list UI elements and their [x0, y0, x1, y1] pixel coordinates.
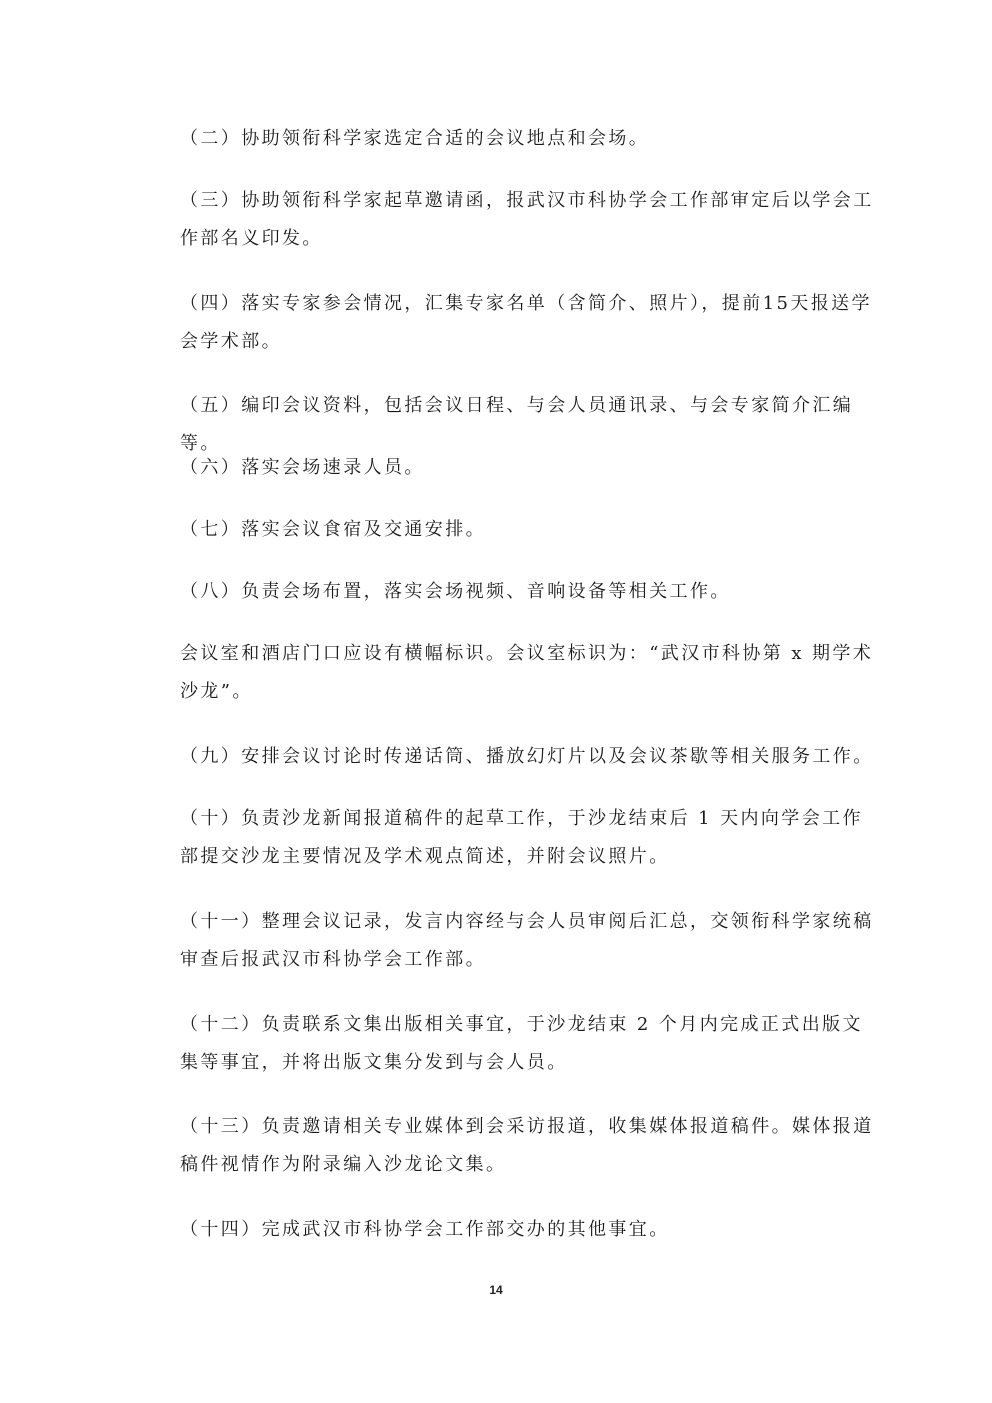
paragraph-item-7: （七）落实会议食宿及交通安排。	[180, 519, 486, 540]
paragraph-item-11: （十一）整理会议记录，发言内容经与会人员审阅后汇总，交领衔科学家统稿审查后报武汉市科协学会工作部。	[180, 911, 874, 970]
paragraph-item-5: （五）编印会议资料，包括会议日程、与会人员通讯录、与会专家简介汇编等。	[180, 395, 854, 454]
paragraph-item-8: （八）负责会场布置，落实会场视频、音响设备等相关工作。	[180, 581, 731, 602]
paragraph-item-12: （十二）负责联系文集出版相关事宜，于沙龙结束 2 个月内完成正式出版文集等事宜，并将出版文集分发到与会人员。	[180, 1014, 863, 1073]
paragraph-item-3: （三）协助领衔科学家起草邀请函，报武汉市科协学会工作部审定后以学会工作部名义印发。	[180, 190, 874, 249]
paragraph-item-2: （二）协助领衔科学家选定合适的会议地点和会场。	[180, 128, 650, 149]
paragraph-item-10: （十）负责沙龙新闻报道稿件的起草工作，于沙龙结束后 1 天内向学会工作部提交沙龙主要情况及学术观点简述，并附会议照片。	[180, 808, 863, 867]
paragraph-item-4: （四）落实专家参会情况，汇集专家名单（含简介、照片），提前15天报送学会学术部。	[180, 293, 872, 352]
paragraph-item-14: （十四）完成武汉市科协学会工作部交办的其他事宜。	[180, 1219, 670, 1240]
page-number: 14	[489, 1283, 503, 1297]
paragraph-item-6: （六）落实会场速录人员。	[180, 457, 425, 478]
paragraph-item-9: （九）安排会议讨论时传递话筒、播放幻灯片以及会议茶歇等相关服务工作。	[180, 746, 874, 767]
paragraph-item-13: （十三）负责邀请相关专业媒体到会采访报道，收集媒体报道稿件。媒体报道稿件视情作为附录编入沙龙论文集。	[180, 1116, 874, 1175]
paragraph-banner-note: 会议室和酒店门口应设有横幅标识。会议室标识为：“武汉市科协第 x 期学术沙龙”。	[180, 643, 874, 702]
